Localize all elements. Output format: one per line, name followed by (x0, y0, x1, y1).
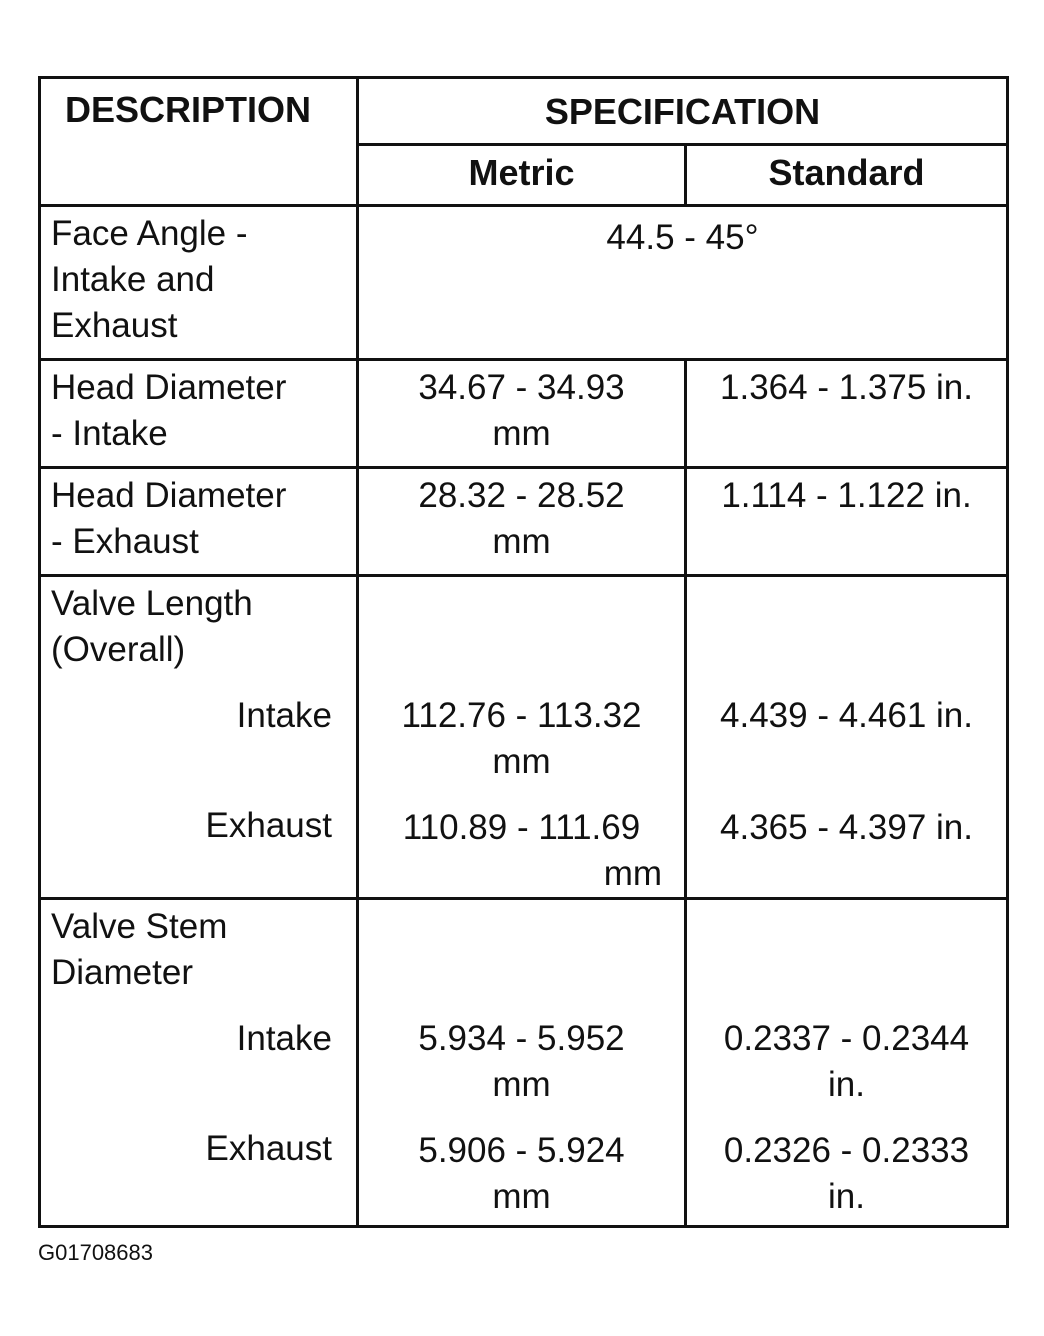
description-header: DESCRIPTION (40, 78, 358, 206)
table-row-head-diameter-intake (40, 360, 1008, 468)
head-intake-metric (358, 360, 686, 468)
valve-length-metric (358, 576, 686, 899)
table-row-head-diameter-exhaust (40, 468, 1008, 576)
standard-header: Standard (686, 145, 1008, 206)
exhaust-label: Exhaust (205, 1129, 332, 1168)
metric-line: 5.934 - 5.952 (418, 1019, 625, 1058)
metric-line: 5.906 - 5.924 (418, 1131, 625, 1170)
metric-unit: mm (492, 1065, 551, 1104)
metric-unit: mm (492, 742, 551, 781)
valve-specification-table (38, 76, 1009, 1228)
desc-line: Diameter (51, 953, 193, 992)
face-angle-value: 44.5 - 45° (358, 206, 1008, 360)
header-row (40, 78, 1008, 145)
standard-value: 4.439 - 4.461 in. (720, 696, 973, 735)
exhaust-label: Exhaust (205, 806, 332, 845)
desc-line: Valve Length (51, 584, 253, 623)
valve-stem-standard (686, 899, 1008, 1227)
head-intake-standard: 1.364 - 1.375 in. (686, 360, 1008, 468)
metric-unit: mm (492, 522, 551, 561)
desc-line: - Intake (51, 414, 168, 453)
standard-line: 0.2326 - 0.2333 (723, 1131, 970, 1170)
valve-stem-description (40, 899, 358, 1227)
metric-line: 28.32 - 28.52 (418, 476, 625, 515)
metric-line: 112.76 - 113.32 (401, 696, 642, 735)
head-exhaust-metric (358, 468, 686, 576)
valve-length-description (40, 576, 358, 899)
desc-line: Face Angle - (51, 214, 248, 253)
metric-unit: mm (492, 414, 551, 453)
metric-unit: mm (492, 1177, 551, 1216)
metric-line: 34.67 - 34.93 (418, 368, 625, 407)
desc-line: Head Diameter (51, 476, 287, 515)
table-row-valve-stem (40, 899, 1008, 1227)
table-row-face-angle (40, 206, 1008, 360)
metric-header: Metric (358, 145, 686, 206)
desc-line: - Exhaust (51, 522, 199, 561)
standard-line: 0.2337 - 0.2344 (723, 1019, 970, 1058)
desc-line: (Overall) (51, 630, 186, 669)
table-row-valve-length (40, 576, 1008, 899)
valve-length-standard (686, 576, 1008, 899)
head-exhaust-description (40, 468, 358, 576)
metric-line: 110.89 - 111.69 (402, 808, 641, 847)
standard-value: 4.365 - 4.397 in. (720, 808, 973, 847)
desc-line: Exhaust (51, 306, 178, 345)
figure-id: G01708683 (38, 1240, 153, 1265)
desc-line: Head Diameter (51, 368, 287, 407)
face-angle-description (40, 206, 358, 360)
standard-unit: in. (828, 1177, 865, 1216)
head-exhaust-standard: 1.114 - 1.122 in. (686, 468, 1008, 576)
desc-line: Valve Stem (51, 907, 228, 946)
valve-stem-metric (358, 899, 686, 1227)
metric-unit: mm (603, 854, 662, 893)
intake-label: Intake (236, 1019, 332, 1058)
desc-line: Intake and (51, 260, 215, 299)
standard-unit: in. (828, 1065, 865, 1104)
specification-header: SPECIFICATION (358, 78, 1008, 145)
head-intake-description (40, 360, 358, 468)
intake-label: Intake (236, 696, 332, 735)
